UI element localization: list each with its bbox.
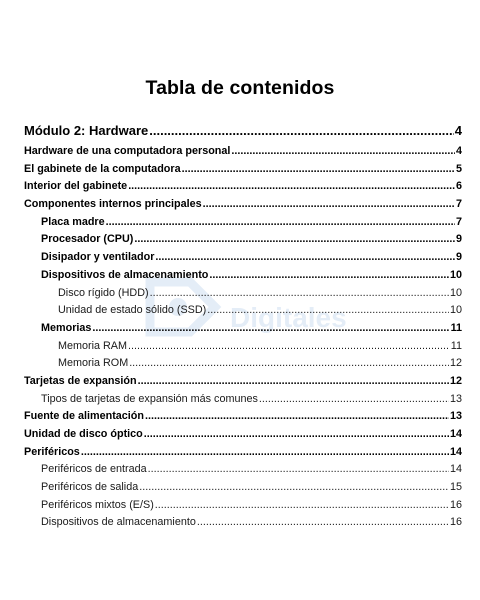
toc-entry-page: 5 [455, 162, 462, 175]
dot-leader [148, 461, 449, 479]
dot-leader [81, 444, 449, 462]
toc-entry[interactable] [24, 373, 464, 391]
toc-entry[interactable] [24, 267, 464, 285]
toc-entry-page: 11 [450, 339, 462, 352]
dot-leader [144, 426, 449, 444]
toc-entry-page: 7 [455, 198, 462, 211]
toc-entry-label: El gabinete de la computadora [24, 162, 181, 175]
dot-leader [128, 178, 455, 196]
dot-leader [145, 408, 449, 426]
toc-entry-label: Procesador (CPU) [41, 233, 134, 246]
dot-leader [92, 320, 449, 338]
toc-entry-page: 14 [449, 428, 462, 440]
dot-leader [138, 373, 449, 391]
dot-leader [209, 267, 449, 285]
toc-entry-label: Periféricos [24, 445, 80, 458]
toc-entry-label: Unidad de disco óptico [24, 428, 143, 440]
dot-leader [139, 479, 449, 497]
toc-entry-label: Hardware de una computadora personal [24, 145, 231, 157]
toc-entry-label: Periféricos de entrada [41, 463, 147, 476]
dot-leader [259, 391, 449, 409]
toc-entry-page: 14 [449, 445, 462, 458]
toc-entry-label: Memoria ROM [58, 357, 129, 370]
toc-entry[interactable] [24, 143, 464, 161]
toc-entry-label: Disipador y ventilador [41, 251, 155, 264]
toc-entry-page: 9 [455, 251, 462, 264]
toc-entry[interactable] [24, 231, 464, 249]
toc-entry-label: Disco rígido (HDD) [58, 286, 149, 299]
toc-entry-label: Memoria RAM [58, 339, 127, 352]
toc-entry[interactable] [24, 338, 464, 356]
toc-entry[interactable] [24, 285, 464, 303]
dot-leader [128, 338, 450, 356]
toc-entry-label: Componentes internos principales [24, 198, 202, 211]
toc-entry[interactable] [24, 214, 464, 232]
dot-leader [150, 285, 449, 303]
toc-entry[interactable] [24, 118, 464, 143]
dot-leader [207, 302, 449, 320]
toc-entry-label: Periféricos de salida [41, 481, 139, 494]
toc-entry-label: Tarjetas de expansión [24, 374, 137, 387]
dot-leader [149, 118, 454, 143]
toc-entry[interactable] [24, 249, 464, 267]
dot-leader [203, 196, 455, 214]
dot-leader [155, 249, 455, 267]
dot-leader [182, 161, 455, 179]
toc-entry-label: Fuente de alimentación [24, 410, 144, 423]
toc-entry-label: Periféricos mixtos (E/S) [41, 498, 154, 511]
toc-entry-page: 9 [455, 233, 462, 246]
toc-entry-page: 12 [449, 357, 462, 370]
watermark-text: Digitales [230, 302, 347, 333]
toc-entry-page: 12 [449, 374, 462, 387]
toc-entry[interactable] [24, 408, 464, 426]
toc-entry-page: 14 [449, 463, 462, 476]
toc-entry-label: Memorias [41, 321, 92, 334]
dot-leader [134, 231, 455, 249]
toc-entry[interactable] [24, 320, 464, 338]
toc-entry[interactable] [24, 514, 464, 532]
toc-entry-label: Dispositivos de almacenamiento [41, 516, 196, 529]
toc-entry[interactable] [24, 161, 464, 179]
toc-entry[interactable] [24, 497, 464, 515]
dot-leader [155, 497, 449, 515]
dot-leader [197, 514, 449, 532]
toc-entry[interactable] [24, 355, 464, 373]
toc-entry-page: 7 [455, 215, 462, 228]
dot-leader [231, 143, 455, 161]
toc-entry-page: 16 [449, 516, 462, 529]
toc-entry-label: Interior del gabinete [24, 180, 128, 193]
page-title: Tabla de contenidos [145, 77, 335, 100]
toc-entry-label: Tipos de tarjetas de expansión más comunes [41, 392, 258, 405]
toc-entry-label: Placa madre [41, 215, 105, 228]
toc-entry-page: 10 [449, 268, 462, 281]
table-of-contents [24, 118, 464, 532]
dot-leader [129, 355, 449, 373]
toc-entry-page: 10 [449, 286, 462, 299]
toc-entry[interactable] [24, 426, 464, 444]
toc-entry-label: Módulo 2: Hardware [24, 123, 149, 138]
toc-entry[interactable] [24, 479, 464, 497]
toc-entry-page: 15 [449, 481, 462, 494]
toc-entry-page: 13 [449, 392, 462, 405]
toc-entry-page: 10 [449, 304, 462, 317]
toc-entry[interactable] [24, 391, 464, 409]
toc-entry-page: 6 [455, 180, 462, 193]
toc-entry[interactable] [24, 302, 464, 320]
dot-leader [106, 214, 455, 232]
toc-entry-page: 13 [449, 410, 462, 423]
toc-entry[interactable] [24, 178, 464, 196]
toc-entry-label: Unidad de estado sólido (SSD) [58, 304, 207, 317]
toc-entry-page: 16 [449, 498, 462, 511]
toc-entry-label: Dispositivos de almacenamiento [41, 268, 209, 281]
toc-entry-page: 4 [455, 145, 462, 157]
toc-entry-page: 4 [454, 123, 462, 138]
toc-entry-page: 11 [450, 321, 462, 334]
toc-entry[interactable] [24, 461, 464, 479]
toc-entry[interactable] [24, 444, 464, 462]
toc-entry[interactable] [24, 196, 464, 214]
